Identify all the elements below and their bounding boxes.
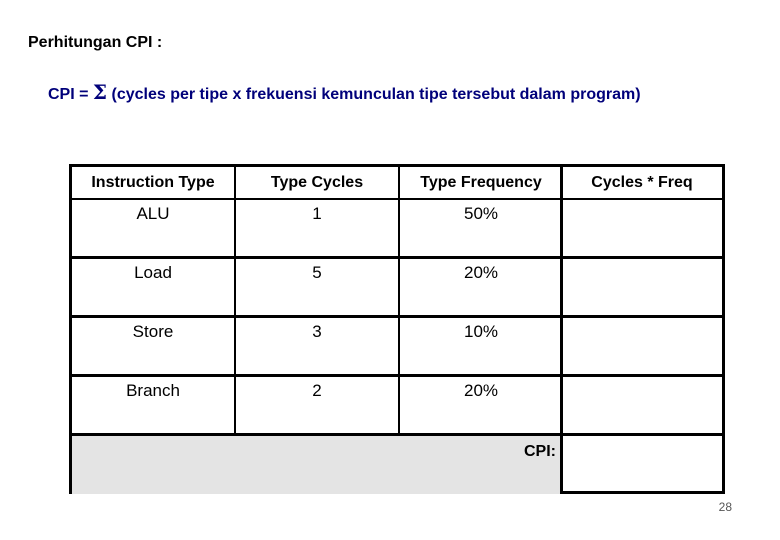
row-divider [72, 315, 722, 318]
page-number: 28 [718, 500, 732, 514]
header-cycles-freq: Cycles * Freq [591, 173, 693, 191]
row-alu-cycles: 1 [312, 204, 322, 223]
row-store-cycles: 3 [312, 322, 322, 341]
cpi-table [69, 164, 725, 494]
formula-rhs: (cycles per tipe x frekuensi kemunculan tipe tersebut dalam program) [107, 86, 641, 103]
row-store-freq: 10% [463, 322, 499, 341]
row-branch-type: Branch [126, 381, 180, 400]
row-branch-freq: 20% [463, 381, 499, 400]
header-type-frequency: Type Frequency [420, 173, 542, 191]
cpi-formula [48, 80, 641, 104]
header-instruction-type: Instruction Type [91, 173, 215, 191]
row-store-type: Store [132, 322, 174, 341]
column-divider [560, 167, 563, 494]
column-divider [234, 167, 236, 434]
row-alu-type: ALU [136, 204, 170, 223]
formula-lhs: CPI = [48, 86, 93, 103]
row-divider [72, 433, 722, 436]
sigma-symbol: Σ [92, 80, 108, 104]
header-divider [72, 198, 722, 200]
row-divider [72, 374, 722, 377]
row-divider [72, 256, 722, 259]
cpi-footer-area [72, 435, 560, 494]
slide-title: Perhitungan CPI : [28, 34, 163, 51]
header-type-cycles: Type Cycles [270, 173, 364, 191]
row-load-freq: 20% [463, 263, 499, 282]
cpi-footer-label: CPI: [524, 443, 556, 460]
row-load-cycles: 5 [312, 263, 322, 282]
column-divider [398, 167, 400, 434]
row-alu-freq: 50% [463, 204, 499, 223]
row-load-type: Load [134, 263, 172, 282]
row-branch-cycles: 2 [312, 381, 322, 400]
